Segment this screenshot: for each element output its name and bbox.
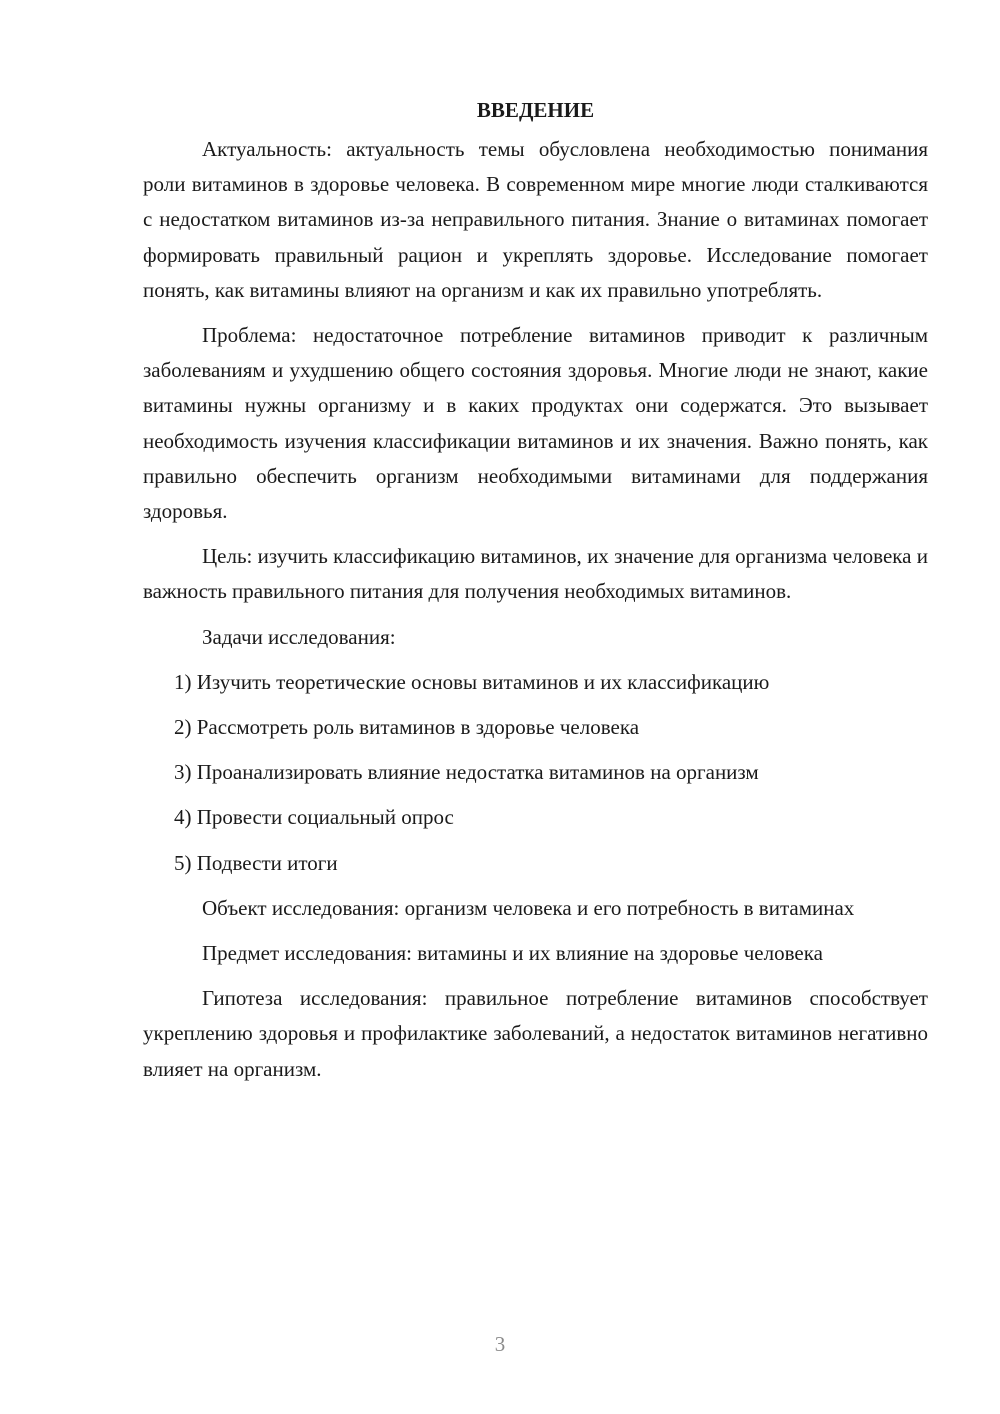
task-item-5: 5) Подвести итоги xyxy=(174,850,338,875)
task-item-4: 4) Провести социальный опрос xyxy=(174,805,454,830)
hypothesis-paragraph: Гипотеза исследования: правильное потребление витаминов способствует укреплению здоровья и профилактике заболеваний, а недостаток витаминов негативно влияет на организм. xyxy=(143,986,928,1081)
section-heading: ВВЕДЕНИЕ xyxy=(476,98,595,122)
task-item-1: 1) Изучить теоретические основы витаминов и их классификацию xyxy=(174,669,770,694)
relevance-paragraph: Актуальность: актуальность темы обусловлена необходимостью понимания роли витаминов в здоровье человека. В современном мире многие люди сталкиваются с недостатком витаминов из-за неправильного питания. Знание о витаминах помогает формировать правильный рацион и укреплять здоровье. Исследование помогает понять, как витамины влияют на организм и как их правильно употреблять. xyxy=(143,137,928,302)
object-paragraph: Объект исследования: организм человека и его потребность в витаминах xyxy=(202,895,855,920)
tasks-list xyxy=(143,665,928,881)
tasks-intro: Задачи исследования: xyxy=(202,624,396,649)
problem-paragraph: Проблема: недостаточное потребление витаминов приводит к различным заболеваниям и ухудшению общего состояния здоровья. Многие люди не знают, какие витамины нужны организму и в каких продуктах они содержатся. Это вызывает необходимость изучения классификации витаминов и их значения. Важно понять, как правильно обеспечить организм необходимыми витаминами для поддержания здоровья. xyxy=(143,323,928,524)
page-number: 3 xyxy=(494,1332,506,1356)
task-item-3: 3) Проанализировать влияние недостатка витаминов на организм xyxy=(174,760,759,785)
task-item-2: 2) Рассмотреть роль витаминов в здоровье человека xyxy=(174,715,640,740)
subject-paragraph: Предмет исследования: витамины и их влияние на здоровье человека xyxy=(202,941,823,966)
goal-paragraph: Цель: изучить классификацию витаминов, их значение для организма человека и важность правильного питания для получения необходимых витаминов. xyxy=(143,544,928,604)
